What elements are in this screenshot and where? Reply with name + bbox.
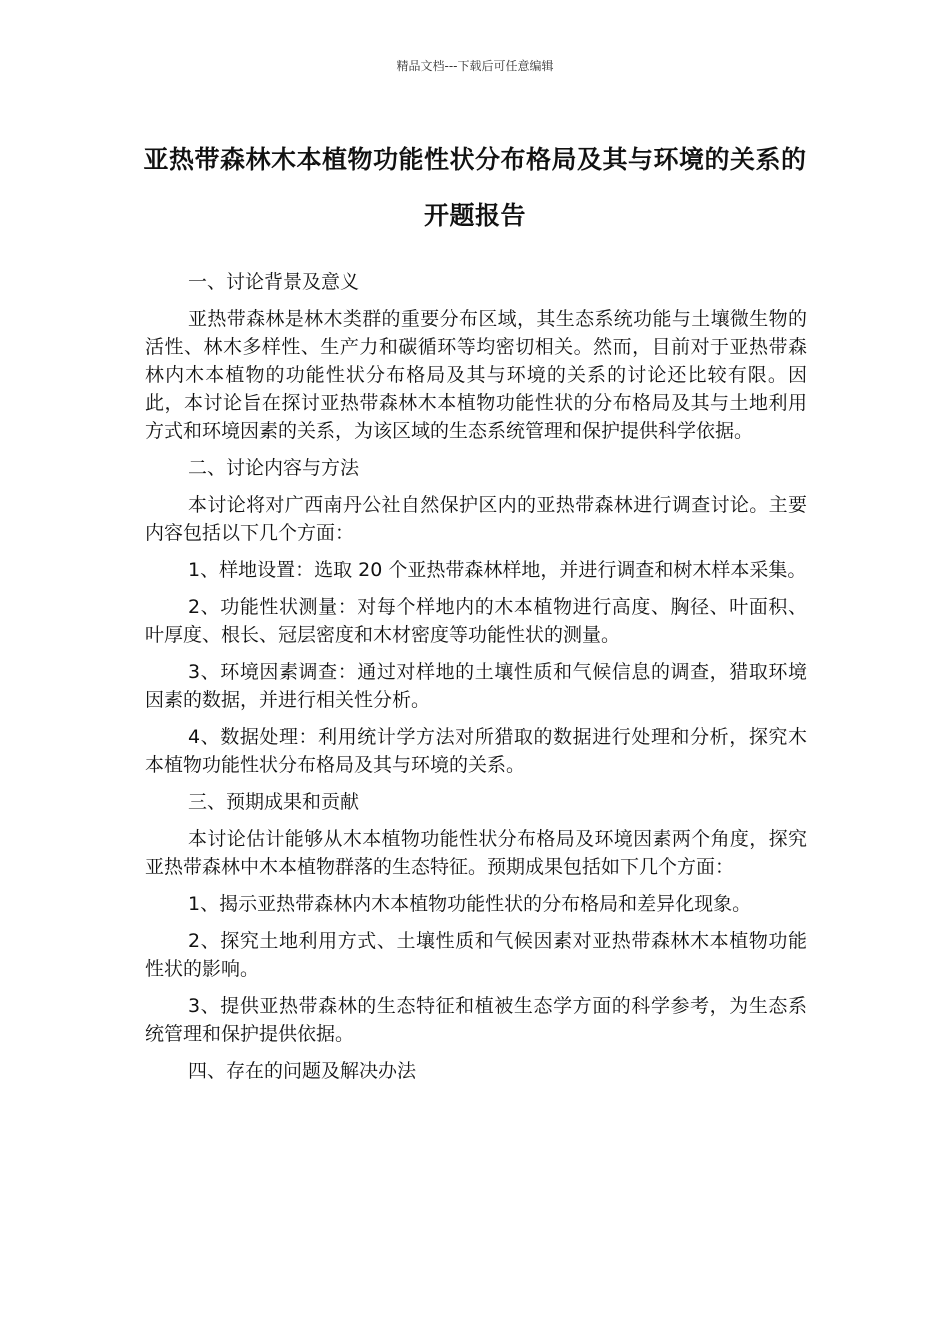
section-heading-3: 三、预期成果和贡献 — [188, 791, 360, 813]
list-item: 2、探究土地利用方式、土壤性质和气候因素对亚热带森林木本植物功能性状的影响。 — [145, 930, 807, 980]
section-heading-1: 一、讨论背景及意义 — [188, 271, 360, 293]
page-header: 精品文档---下载后可任意编辑 — [396, 59, 554, 73]
section-heading-4: 四、存在的问题及解决办法 — [188, 1060, 417, 1082]
document-body — [145, 268, 807, 1094]
list-item: 1、样地设置：选取 20 个亚热带森林样地，并进行调查和树木样本采集。 — [188, 559, 807, 581]
paragraph-outcomes-intro: 本讨论估计能够从木本植物功能性状分布格局及环境因素两个角度，探究亚热带森林中木本植物群落的生态特征。预期成果包括如下几个方面： — [145, 828, 807, 878]
list-item: 2、功能性状测量：对每个样地内的木本植物进行高度、胸径、叶面积、叶厚度、根长、冠层密度和木材密度等功能性状的测量。 — [145, 596, 807, 646]
list-item: 3、提供亚热带森林的生态特征和植被生态学方面的科学参考，为生态系统管理和保护提供依据。 — [145, 995, 807, 1045]
document-title: 亚热带森林木本植物功能性状分布格局及其与环境的关系的开题报告 — [143, 145, 807, 230]
paragraph-background: 亚热带森林是林木类群的重要分布区域，其生态系统功能与土壤微生物的活性、林木多样性、生产力和碳循环等均密切相关。然而，目前对于亚热带森林内木本植物的功能性状分布格局及其与环境的关系的讨论还比较有限。因此，本讨论旨在探讨亚热带森林木本植物功能性状的分布格局及其与土地利用方式和环境因素的关系，为该区域的生态系统管理和保护提供科学依据。 — [145, 308, 807, 442]
list-item: 4、数据处理：利用统计学方法对所猎取的数据进行处理和分析，探究木本植物功能性状分布格局及其与环境的关系。 — [145, 726, 807, 776]
list-item: 3、环境因素调查：通过对样地的土壤性质和气候信息的调查，猎取环境因素的数据，并进行相关性分析。 — [145, 661, 807, 711]
paragraph-content-intro: 本讨论将对广西南丹公社自然保护区内的亚热带森林进行调查讨论。主要内容包括以下几个方面： — [145, 494, 807, 544]
section-heading-2: 二、讨论内容与方法 — [188, 457, 360, 479]
list-item: 1、揭示亚热带森林内木本植物功能性状的分布格局和差异化现象。 — [188, 893, 752, 915]
